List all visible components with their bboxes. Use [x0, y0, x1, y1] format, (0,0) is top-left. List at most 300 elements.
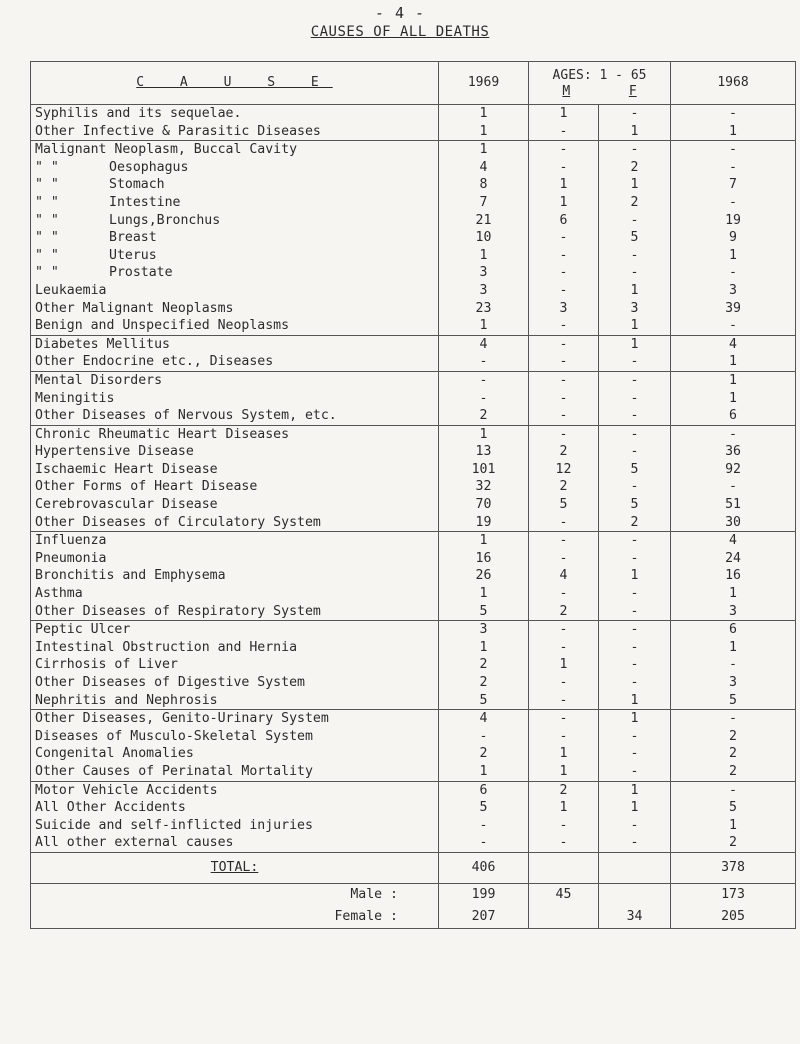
female-row-1969: 207: [439, 906, 529, 929]
table-row: [31, 621, 796, 639]
header-female: F: [628, 84, 637, 99]
value-female: 5: [599, 461, 671, 479]
value-1969: 1: [439, 105, 529, 123]
table-row: [31, 817, 796, 835]
cause-label: Other Forms of Heart Disease: [35, 479, 258, 495]
value-male: -: [529, 282, 599, 300]
cause-cell: [31, 585, 439, 603]
value-male: -: [529, 159, 599, 177]
value-female: -: [599, 264, 671, 282]
cause-cell: [31, 478, 439, 496]
cause-cell: [31, 212, 439, 230]
value-1969: 23: [439, 300, 529, 318]
value-male: -: [529, 710, 599, 728]
cause-cell: [31, 745, 439, 763]
value-1969: 6: [439, 781, 529, 799]
value-1968: 19: [671, 212, 796, 230]
cause-label: Other Diseases, Genito-Urinary System: [35, 711, 329, 727]
value-male: -: [529, 639, 599, 657]
value-1969: 19: [439, 514, 529, 532]
value-1969: 1: [439, 123, 529, 141]
value-female: 1: [599, 710, 671, 728]
table-row: [31, 425, 796, 443]
cause-label: Cerebrovascular Disease: [35, 497, 218, 513]
cause-cell: [31, 763, 439, 781]
value-1968: 2: [671, 763, 796, 781]
value-female: -: [599, 390, 671, 408]
page-header: [0, 4, 800, 40]
cause-cell: [31, 105, 439, 123]
value-1969: 10: [439, 229, 529, 247]
value-male: 2: [529, 443, 599, 461]
table-row: [31, 656, 796, 674]
value-1969: 1: [439, 141, 529, 159]
value-female: -: [599, 141, 671, 159]
male-row-1969: 199: [439, 883, 529, 906]
value-female: 1: [599, 123, 671, 141]
total-row-male: [529, 852, 599, 883]
header-ages-label: AGES: 1 - 65: [552, 68, 647, 83]
value-male: 1: [529, 656, 599, 674]
total-row-label: TOTAL:: [31, 852, 439, 883]
cause-cell: [31, 425, 439, 443]
value-1968: 1: [671, 817, 796, 835]
value-female: -: [599, 443, 671, 461]
male-row-male: 45: [529, 883, 599, 906]
value-1969: 1: [439, 317, 529, 335]
value-1969: -: [439, 353, 529, 371]
table-row: [31, 639, 796, 657]
value-female: 2: [599, 514, 671, 532]
value-male: 6: [529, 212, 599, 230]
table-row: [31, 247, 796, 265]
page-title: CAUSES OF ALL DEATHS: [310, 24, 490, 40]
value-male: -: [529, 353, 599, 371]
value-1969: 21: [439, 212, 529, 230]
cause-label: Other Malignant Neoplasms: [35, 300, 234, 316]
cause-cell: [31, 532, 439, 550]
ditto-mark: " ": [35, 212, 59, 228]
total-row-1968: 378: [671, 852, 796, 883]
value-female: -: [599, 603, 671, 621]
cause-label: Lungs,Bronchus: [109, 212, 221, 228]
table-row: [31, 745, 796, 763]
value-female: 1: [599, 567, 671, 585]
value-1968: 4: [671, 335, 796, 353]
value-1968: 3: [671, 674, 796, 692]
value-1968: 1: [671, 585, 796, 603]
cause-label: Leukaemia: [35, 282, 107, 298]
cause-label: Bronchitis and Emphysema: [35, 568, 226, 584]
value-1968: -: [671, 105, 796, 123]
value-1969: 2: [439, 745, 529, 763]
value-1968: 5: [671, 692, 796, 710]
male-row-label: Male :: [31, 883, 439, 906]
value-1968: 51: [671, 496, 796, 514]
value-male: 1: [529, 194, 599, 212]
value-1968: 2: [671, 834, 796, 852]
value-male: -: [529, 407, 599, 425]
cause-cell: [31, 264, 439, 282]
value-female: 1: [599, 317, 671, 335]
value-male: -: [529, 550, 599, 568]
cause-label: Congenital Anomalies: [35, 746, 194, 762]
table-row: [31, 763, 796, 781]
value-female: 1: [599, 799, 671, 817]
value-male: -: [529, 514, 599, 532]
table-row: [31, 335, 796, 353]
value-1969: 4: [439, 335, 529, 353]
value-1969: 26: [439, 567, 529, 585]
table-row: [31, 407, 796, 425]
value-1968: 6: [671, 621, 796, 639]
value-1969: 1: [439, 247, 529, 265]
cause-cell: [31, 834, 439, 852]
value-female: -: [599, 353, 671, 371]
table-header-row: [31, 62, 796, 105]
value-1968: 2: [671, 728, 796, 746]
value-1969: 1: [439, 532, 529, 550]
value-male: -: [529, 390, 599, 408]
cause-cell: [31, 567, 439, 585]
value-male: -: [529, 425, 599, 443]
value-1968: 5: [671, 799, 796, 817]
page-number: - 4 -: [374, 4, 426, 22]
cause-cell: [31, 692, 439, 710]
total-row-female: [599, 852, 671, 883]
cause-cell: [31, 443, 439, 461]
value-1969: 8: [439, 176, 529, 194]
cause-label: Cirrhosis of Liver: [35, 657, 178, 673]
value-1968: -: [671, 159, 796, 177]
value-1968: 1: [671, 247, 796, 265]
table-row: [31, 799, 796, 817]
cause-label: Pneumonia: [35, 550, 107, 566]
value-female: -: [599, 745, 671, 763]
table-row: [31, 282, 796, 300]
cause-label: Other Diseases of Respiratory System: [35, 603, 321, 619]
table-row: [31, 496, 796, 514]
value-female: 5: [599, 229, 671, 247]
table-row: [31, 317, 796, 335]
value-male: 2: [529, 478, 599, 496]
cause-cell: [31, 159, 439, 177]
value-male: -: [529, 247, 599, 265]
table-row: [31, 353, 796, 371]
cause-cell: [31, 817, 439, 835]
cause-label: All Other Accidents: [35, 800, 186, 816]
table-row: [31, 692, 796, 710]
cause-cell: [31, 353, 439, 371]
cause-label: Meningitis: [35, 390, 115, 406]
cause-label: Other Causes of Perinatal Mortality: [35, 763, 313, 779]
table-row: [31, 176, 796, 194]
table-row: [31, 834, 796, 852]
value-1968: -: [671, 317, 796, 335]
value-1969: 32: [439, 478, 529, 496]
value-1968: -: [671, 264, 796, 282]
value-1969: 3: [439, 621, 529, 639]
value-1968: 16: [671, 567, 796, 585]
cause-cell: [31, 300, 439, 318]
cause-label: Other Endocrine etc., Diseases: [35, 354, 274, 370]
value-1968: 9: [671, 229, 796, 247]
value-female: -: [599, 212, 671, 230]
table-row: [31, 532, 796, 550]
value-female: -: [599, 763, 671, 781]
value-1969: 7: [439, 194, 529, 212]
value-female: -: [599, 425, 671, 443]
value-1969: 1: [439, 763, 529, 781]
value-male: -: [529, 585, 599, 603]
table-row: [31, 229, 796, 247]
ditto-mark: " ": [35, 177, 59, 193]
table-row: [31, 123, 796, 141]
value-male: -: [529, 141, 599, 159]
table-row: [31, 371, 796, 389]
value-male: 1: [529, 176, 599, 194]
value-female: 1: [599, 176, 671, 194]
female-row-1968: 205: [671, 906, 796, 929]
cause-label: Uterus: [109, 247, 157, 263]
table-row: [31, 781, 796, 799]
cause-cell: [31, 514, 439, 532]
cause-cell: [31, 176, 439, 194]
value-1969: -: [439, 834, 529, 852]
cause-label: Suicide and self-inflicted injuries: [35, 817, 313, 833]
table-row: [31, 390, 796, 408]
value-female: -: [599, 247, 671, 265]
value-male: -: [529, 834, 599, 852]
value-female: -: [599, 728, 671, 746]
ditto-mark: " ": [35, 194, 59, 210]
value-male: 5: [529, 496, 599, 514]
value-1969: 2: [439, 407, 529, 425]
ditto-mark: " ": [35, 159, 59, 175]
causes-of-death-table: [30, 61, 796, 929]
value-female: 2: [599, 159, 671, 177]
value-female: -: [599, 105, 671, 123]
value-1969: 5: [439, 799, 529, 817]
table-row: [31, 159, 796, 177]
value-male: -: [529, 692, 599, 710]
value-female: 1: [599, 335, 671, 353]
value-male: 4: [529, 567, 599, 585]
table-row: [31, 478, 796, 496]
cause-label: Oesophagus: [109, 159, 189, 175]
cause-cell: [31, 141, 439, 159]
cause-cell: [31, 247, 439, 265]
header-ages: [529, 62, 671, 105]
value-female: -: [599, 550, 671, 568]
table-row: [31, 585, 796, 603]
value-female: -: [599, 834, 671, 852]
header-1968: 1968: [671, 62, 796, 105]
cause-label: Influenza: [35, 533, 107, 549]
value-1968: 1: [671, 390, 796, 408]
cause-label: Nephritis and Nephrosis: [35, 692, 218, 708]
value-female: -: [599, 656, 671, 674]
value-1968: 3: [671, 282, 796, 300]
table-row: [31, 567, 796, 585]
value-female: 5: [599, 496, 671, 514]
value-1968: -: [671, 656, 796, 674]
value-1968: 1: [671, 353, 796, 371]
value-female: -: [599, 532, 671, 550]
value-1969: 16: [439, 550, 529, 568]
cause-cell: [31, 282, 439, 300]
total-row: [31, 852, 796, 883]
value-female: -: [599, 639, 671, 657]
cause-cell: [31, 603, 439, 621]
value-1968: -: [671, 478, 796, 496]
value-1968: 39: [671, 300, 796, 318]
value-1969: -: [439, 390, 529, 408]
cause-label: Peptic Ulcer: [35, 622, 131, 638]
cause-cell: [31, 194, 439, 212]
value-male: -: [529, 264, 599, 282]
cause-cell: [31, 674, 439, 692]
value-1968: 4: [671, 532, 796, 550]
cause-cell: [31, 317, 439, 335]
value-female: 2: [599, 194, 671, 212]
cause-cell: [31, 371, 439, 389]
cause-label: Hypertensive Disease: [35, 444, 194, 460]
header-1969: 1969: [439, 62, 529, 105]
ditto-mark: " ": [35, 247, 59, 263]
female-row-female: 34: [599, 906, 671, 929]
value-male: 12: [529, 461, 599, 479]
cause-label: Chronic Rheumatic Heart Diseases: [35, 426, 290, 442]
value-1969: 3: [439, 282, 529, 300]
value-1969: 2: [439, 674, 529, 692]
cause-cell: [31, 461, 439, 479]
value-1968: 2: [671, 745, 796, 763]
female-row: [31, 906, 796, 929]
cause-label: Intestine: [109, 194, 181, 210]
value-1968: 7: [671, 176, 796, 194]
value-1968: 1: [671, 639, 796, 657]
cause-label: Other Diseases of Circulatory System: [35, 514, 321, 530]
value-female: 3: [599, 300, 671, 318]
value-female: -: [599, 817, 671, 835]
male-row-1968: 173: [671, 883, 796, 906]
value-1969: -: [439, 817, 529, 835]
value-male: -: [529, 371, 599, 389]
cause-label: Syphilis and its sequelae.: [35, 106, 242, 121]
female-row-label: Female :: [31, 906, 439, 929]
value-1969: 2: [439, 656, 529, 674]
value-male: -: [529, 674, 599, 692]
cause-cell: [31, 123, 439, 141]
value-female: -: [599, 621, 671, 639]
value-1969: 4: [439, 159, 529, 177]
table-row: [31, 461, 796, 479]
table-row: [31, 105, 796, 123]
cause-cell: [31, 496, 439, 514]
value-female: 1: [599, 282, 671, 300]
value-female: 1: [599, 781, 671, 799]
male-row: [31, 883, 796, 906]
cause-cell: [31, 710, 439, 728]
cause-label: Malignant Neoplasm, Buccal Cavity: [35, 142, 298, 158]
value-1969: 70: [439, 496, 529, 514]
value-1969: 13: [439, 443, 529, 461]
value-male: -: [529, 317, 599, 335]
cause-label: Other Diseases of Nervous System, etc.: [35, 408, 337, 424]
value-1968: -: [671, 781, 796, 799]
cause-label: Motor Vehicle Accidents: [35, 782, 218, 798]
value-male: -: [529, 123, 599, 141]
value-1969: -: [439, 371, 529, 389]
cause-cell: [31, 728, 439, 746]
value-1969: 5: [439, 603, 529, 621]
value-male: 3: [529, 300, 599, 318]
cause-label: Ischaemic Heart Disease: [35, 461, 218, 477]
cause-cell: [31, 656, 439, 674]
cause-label: Other Infective & Parasitic Diseases: [35, 123, 321, 139]
value-male: 1: [529, 763, 599, 781]
table-row: [31, 194, 796, 212]
cause-label: Benign and Unspecified Neoplasms: [35, 318, 290, 334]
cause-label: Diabetes Mellitus: [35, 336, 170, 352]
table-row: [31, 710, 796, 728]
table-row: [31, 603, 796, 621]
value-male: 2: [529, 603, 599, 621]
table-row: [31, 264, 796, 282]
male-row-female: [599, 883, 671, 906]
value-1968: 1: [671, 371, 796, 389]
table-row: [31, 300, 796, 318]
cause-label: Diseases of Musculo-Skeletal System: [35, 728, 313, 744]
cause-label: Other Diseases of Digestive System: [35, 675, 305, 690]
cause-cell: [31, 781, 439, 799]
value-male: 1: [529, 105, 599, 123]
cause-cell: [31, 550, 439, 568]
table-row: [31, 514, 796, 532]
value-male: -: [529, 229, 599, 247]
cause-cell: [31, 390, 439, 408]
value-1969: 4: [439, 710, 529, 728]
value-male: -: [529, 621, 599, 639]
cause-label: All other external causes: [35, 835, 234, 851]
value-1968: 3: [671, 603, 796, 621]
table-row: [31, 674, 796, 692]
value-female: 1: [599, 692, 671, 710]
value-1969: -: [439, 728, 529, 746]
table-row: [31, 728, 796, 746]
value-1969: 1: [439, 585, 529, 603]
value-1968: 6: [671, 407, 796, 425]
value-female: -: [599, 407, 671, 425]
cause-cell: [31, 799, 439, 817]
value-1968: 36: [671, 443, 796, 461]
value-female: -: [599, 585, 671, 603]
value-1968: 30: [671, 514, 796, 532]
value-1969: 3: [439, 264, 529, 282]
value-1969: 1: [439, 639, 529, 657]
cause-label: Stomach: [109, 177, 165, 193]
cause-label: Mental Disorders: [35, 372, 163, 388]
value-female: -: [599, 478, 671, 496]
table-row: [31, 212, 796, 230]
header-male: M: [562, 84, 571, 99]
ditto-mark: " ": [35, 265, 59, 281]
cause-cell: [31, 407, 439, 425]
value-1969: 5: [439, 692, 529, 710]
value-male: 2: [529, 781, 599, 799]
cause-cell: [31, 229, 439, 247]
